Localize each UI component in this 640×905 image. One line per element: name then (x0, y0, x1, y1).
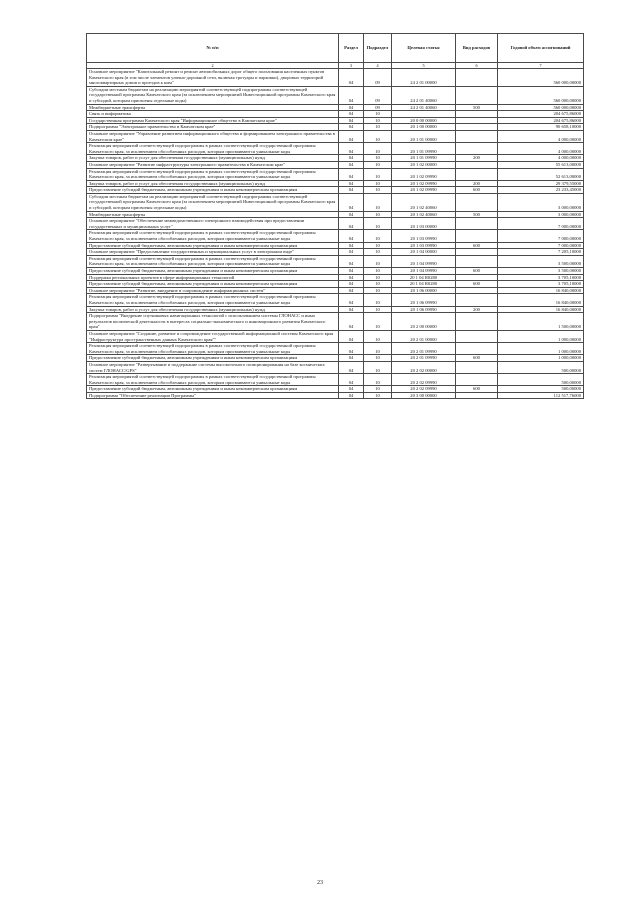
table-row (87, 268, 584, 275)
row-name-cell: Реализация мероприятий соответствующей подпрограммы в рамках соответствующей государственной программы Камчатского края, за исключением обособленных расходов, которым присваиваются уникальные коды (87, 343, 339, 355)
row-amount-cell: 204 675,86000 (498, 117, 584, 124)
row-section-cell: 04 (339, 180, 364, 187)
row-target-cell: 20 1 02 09990 (392, 187, 456, 194)
row-exptype-cell: 200 (456, 155, 498, 162)
table-row (87, 104, 584, 111)
row-name-cell: Реализация мероприятий соответствующей подпрограммы в рамках соответствующей государственной программы Камчатского края, за исключением обособленных расходов, которым присваиваются уникальные коды (87, 294, 339, 306)
row-section-cell: 04 (339, 69, 364, 87)
table-body (87, 69, 584, 399)
row-name-cell: Предоставление субсидий бюджетным, автономным учреждениям и иным некоммерческим организациям (87, 355, 339, 362)
row-subsection-cell: 10 (364, 294, 392, 306)
row-section-cell: 04 (339, 374, 364, 386)
header-annual-amount: Годовой объем ассигнований (498, 34, 584, 63)
column-number: 5 (392, 63, 456, 69)
row-exptype-cell (456, 343, 498, 355)
row-section-cell: 04 (339, 211, 364, 218)
header-name: № п/п (87, 34, 339, 63)
row-target-cell: 20 1 03 09990 (392, 230, 456, 242)
table-row (87, 143, 584, 155)
row-exptype-cell (456, 249, 498, 256)
row-section-cell: 04 (339, 287, 364, 294)
row-section-cell: 04 (339, 161, 364, 168)
row-section-cell: 04 (339, 249, 364, 256)
row-exptype-cell: 600 (456, 355, 498, 362)
table-row (87, 392, 584, 399)
row-section-cell: 04 (339, 168, 364, 180)
row-target-cell: 20 1 02 09990 (392, 180, 456, 187)
column-number: 4 (364, 63, 392, 69)
row-subsection-cell: 10 (364, 330, 392, 342)
row-subsection-cell: 09 (364, 104, 392, 111)
row-amount-cell: 90 658,10000 (498, 124, 584, 131)
row-section-cell: 04 (339, 313, 364, 331)
row-target-cell: 20 1 02 40060 (392, 211, 456, 218)
row-name-cell: Основное мероприятие "Развитие инфраструктуры электронного правительства в Камчатском крае" (87, 161, 339, 168)
row-subsection-cell: 09 (364, 86, 392, 104)
row-section-cell: 04 (339, 117, 364, 124)
row-target-cell: 20 2 01 09990 (392, 343, 456, 355)
row-exptype-cell (456, 130, 498, 142)
row-exptype-cell (456, 124, 498, 131)
row-amount-cell: 16 840,00000 (498, 294, 584, 306)
row-exptype-cell (456, 117, 498, 124)
row-exptype-cell (456, 143, 498, 155)
row-section-cell: 04 (339, 111, 364, 118)
row-amount-cell: 560 000,00000 (498, 104, 584, 111)
row-name-cell: Реализация мероприятий соответствующей подпрограммы в рамках соответствующей государственной программы Камчатского края, за исключением обособленных расходов, которым присваиваются уникальные коды (87, 143, 339, 155)
row-name-cell: Подпрограмма "Электронное правительство в Камчатском крае" (87, 124, 339, 131)
table-row (87, 111, 584, 118)
row-subsection-cell: 10 (364, 111, 392, 118)
row-subsection-cell: 10 (364, 374, 392, 386)
row-subsection-cell: 10 (364, 287, 392, 294)
row-section-cell: 04 (339, 274, 364, 281)
row-name-cell: Реализация мероприятий соответствующей подпрограммы в рамках соответствующей государственной программы Камчатского края, за исключением обособленных расходов, которым присваиваются уникальные коды (87, 374, 339, 386)
row-target-cell: 20 1 06 09990 (392, 294, 456, 306)
row-subsection-cell: 10 (364, 355, 392, 362)
row-section-cell: 04 (339, 268, 364, 275)
row-section-cell: 04 (339, 330, 364, 342)
row-section-cell: 04 (339, 218, 364, 230)
row-section-cell: 04 (339, 306, 364, 313)
row-section-cell: 04 (339, 386, 364, 393)
row-amount-cell: 7 205,10000 (498, 249, 584, 256)
row-name-cell: Реализация мероприятий соответствующей подпрограммы в рамках соответствующей государственной программы Камчатского края, за исключением обособленных расходов, которым присваиваются уникальные коды (87, 168, 339, 180)
row-subsection-cell: 10 (364, 386, 392, 393)
row-section-cell: 04 (339, 155, 364, 162)
row-amount-cell: 4 000,00000 (498, 130, 584, 142)
row-target-cell (392, 111, 456, 118)
row-exptype-cell (456, 255, 498, 267)
row-amount-cell: 4 000,00000 (498, 155, 584, 162)
row-name-cell: Основное мероприятие "Обеспечение межведомственного электронного взаимодействия при предоставлении государственных и муниципальных услуг" (87, 218, 339, 230)
row-subsection-cell: 10 (364, 274, 392, 281)
row-name-cell: Межбюджетные трансферты (87, 104, 339, 111)
row-name-cell: Подпрограмма "Обеспечение реализации Программы" (87, 392, 339, 399)
column-number: 3 (339, 63, 364, 69)
row-amount-cell: 1 000,00000 (498, 343, 584, 355)
table-row (87, 117, 584, 124)
row-amount-cell: 7 000,00000 (498, 242, 584, 249)
row-exptype-cell: 200 (456, 306, 498, 313)
row-target-cell: 24 2 01 00000 (392, 69, 456, 87)
row-section-cell: 04 (339, 104, 364, 111)
row-exptype-cell (456, 230, 498, 242)
row-exptype-cell (456, 361, 498, 373)
row-amount-cell: 16 840,00000 (498, 287, 584, 294)
row-name-cell: Закупка товаров, работ и услуг для обеспечения государственных (муниципальных) нужд (87, 180, 339, 187)
table-header-row (87, 34, 584, 63)
row-amount-cell: 3 500,00000 (498, 268, 584, 275)
row-name-cell: Реализация мероприятий соответствующей подпрограммы в рамках соответствующей государственной программы Камчатского края, за исключением обособленных расходов, которым присваиваются уникальные коды (87, 230, 339, 242)
row-section-cell: 04 (339, 355, 364, 362)
row-name-cell: Реализация мероприятий соответствующей подпрограммы в рамках соответствующей государственной программы Камчатского края, за исключением обособленных расходов, которым присваиваются уникальные коды (87, 255, 339, 267)
row-subsection-cell: 10 (364, 249, 392, 256)
row-subsection-cell: 10 (364, 211, 392, 218)
row-section-cell: 04 (339, 124, 364, 131)
row-section-cell: 04 (339, 281, 364, 288)
row-name-cell: Закупка товаров, работ и услуг для обеспечения государственных (муниципальных) нужд (87, 306, 339, 313)
row-subsection-cell: 10 (364, 180, 392, 187)
row-subsection-cell: 10 (364, 130, 392, 142)
row-name-cell: Основное мероприятие "Капитальный ремонт и ремонт автомобильных дорог общего пользования населенных пунктов Камчатского края (в том числе элементов улично-дорожной сети, включая тротуары и парковки), дворовых территорий многоквартирных домов и проездов к ним" (87, 69, 339, 87)
row-amount-cell: 500,00000 (498, 361, 584, 373)
row-amount-cell: 3 000,00000 (498, 211, 584, 218)
table-row (87, 386, 584, 393)
row-amount-cell: 500,00000 (498, 374, 584, 386)
table-row (87, 86, 584, 104)
row-exptype-cell (456, 313, 498, 331)
row-amount-cell: 29 379,55000 (498, 180, 584, 187)
table-row (87, 343, 584, 355)
row-subsection-cell: 10 (364, 155, 392, 162)
row-target-cell: 20 1 04 09990 (392, 255, 456, 267)
header-expense-type: Вид расходов (456, 34, 498, 63)
table-row (87, 124, 584, 131)
row-target-cell: 20 1 02 09990 (392, 168, 456, 180)
row-target-cell: 20 2 02 09990 (392, 386, 456, 393)
row-section-cell: 04 (339, 193, 364, 211)
header-section: Раздел (339, 34, 364, 63)
row-subsection-cell: 10 (364, 255, 392, 267)
row-section-cell: 04 (339, 242, 364, 249)
row-amount-cell: 52 613,00000 (498, 168, 584, 180)
row-subsection-cell: 10 (364, 392, 392, 399)
row-amount-cell: 1 000,00000 (498, 330, 584, 342)
row-target-cell: 20 1 01 09990 (392, 143, 456, 155)
row-name-cell: Предоставление субсидий бюджетным, автономным учреждениям и иным некоммерческим организациям (87, 242, 339, 249)
row-section-cell: 04 (339, 343, 364, 355)
row-name-cell: Государственная программа Камчатского края "Информационное общество в Камчатском крае" (87, 117, 339, 124)
table-row (87, 180, 584, 187)
row-amount-cell: 3 705,10000 (498, 274, 584, 281)
row-subsection-cell: 10 (364, 313, 392, 331)
row-target-cell: 20 1 01 09990 (392, 155, 456, 162)
row-name-cell: Подпрограмма "Внедрение спутниковых навигационных технологий с использованием системы ГЛОНАСС и иных результатов космической деятельности в интересах социально-экономического и инновационного развития Камчатского края" (87, 313, 339, 331)
row-target-cell: 20 1 03 00000 (392, 218, 456, 230)
table-row (87, 294, 584, 306)
row-exptype-cell (456, 392, 498, 399)
header-target-article: Целевая статья (392, 34, 456, 63)
row-name-cell: Предоставление субсидий бюджетным, автономным учреждениям и иным некоммерческим организациям (87, 281, 339, 288)
row-amount-cell: 500,00000 (498, 386, 584, 393)
table-row (87, 230, 584, 242)
row-exptype-cell (456, 330, 498, 342)
row-target-cell: 20 2 01 00000 (392, 330, 456, 342)
row-amount-cell: 3 500,00000 (498, 255, 584, 267)
row-target-cell: 20 1 06 00000 (392, 287, 456, 294)
table-row (87, 374, 584, 386)
row-target-cell: 20 1 04 00000 (392, 249, 456, 256)
row-name-cell: Закупка товаров, работ и услуг для обеспечения государственных (муниципальных) нужд (87, 155, 339, 162)
row-exptype-cell (456, 274, 498, 281)
row-name-cell: Предоставление субсидий бюджетным, автономным учреждениям и иным некоммерческим организациям (87, 268, 339, 275)
table-row (87, 69, 584, 87)
row-amount-cell: 560 000,00000 (498, 69, 584, 87)
row-section-cell: 04 (339, 187, 364, 194)
row-target-cell: 20 1 02 00000 (392, 161, 456, 168)
row-subsection-cell: 10 (364, 361, 392, 373)
row-target-cell: 20 2 02 09990 (392, 374, 456, 386)
row-target-cell: 20 1 04 R0280 (392, 281, 456, 288)
row-target-cell: 20 1 03 09990 (392, 242, 456, 249)
row-exptype-cell (456, 374, 498, 386)
row-subsection-cell: 10 (364, 306, 392, 313)
row-section-cell: 04 (339, 130, 364, 142)
row-exptype-cell: 600 (456, 386, 498, 393)
row-exptype-cell (456, 218, 498, 230)
row-exptype-cell: 600 (456, 268, 498, 275)
page-number: 23 (317, 880, 323, 886)
row-target-cell: 20 1 01 00000 (392, 130, 456, 142)
row-section-cell: 04 (339, 294, 364, 306)
row-name-cell: Связь и информатика (87, 111, 339, 118)
row-subsection-cell: 10 (364, 343, 392, 355)
row-exptype-cell (456, 161, 498, 168)
row-subsection-cell: 10 (364, 242, 392, 249)
row-exptype-cell (456, 168, 498, 180)
row-name-cell: Субсидии местным бюджетам на реализацию мероприятий соответствующей подпрограммы соответствующей государственной программы Камчатского края (за исключением мероприятий Инвестиционной программы Камчатского края и субсидий, которым присвоены отдельные коды) (87, 86, 339, 104)
row-amount-cell: 7 000,00000 (498, 218, 584, 230)
row-amount-cell: 7 000,00000 (498, 230, 584, 242)
row-target-cell: 20 3 00 00000 (392, 392, 456, 399)
budget-table (86, 33, 584, 399)
row-section-cell: 04 (339, 255, 364, 267)
row-target-cell: 20 1 00 00000 (392, 124, 456, 131)
column-number: 6 (456, 63, 498, 69)
table-row (87, 274, 584, 281)
table-row (87, 161, 584, 168)
row-amount-cell: 560 000,00000 (498, 86, 584, 104)
row-exptype-cell: 600 (456, 187, 498, 194)
row-subsection-cell: 10 (364, 187, 392, 194)
row-section-cell: 04 (339, 86, 364, 104)
table-row (87, 287, 584, 294)
column-number: 7 (498, 63, 584, 69)
row-subsection-cell: 10 (364, 230, 392, 242)
row-subsection-cell: 10 (364, 168, 392, 180)
row-target-cell: 20 0 00 00000 (392, 117, 456, 124)
row-target-cell: 20 2 02 00000 (392, 361, 456, 373)
row-exptype-cell: 200 (456, 180, 498, 187)
row-amount-cell: 4 000,00000 (498, 143, 584, 155)
row-subsection-cell: 10 (364, 268, 392, 275)
table-row (87, 187, 584, 194)
row-amount-cell: 1 000,00000 (498, 355, 584, 362)
row-target-cell: 20 1 06 09990 (392, 306, 456, 313)
row-target-cell: 20 1 04 R0280 (392, 274, 456, 281)
table-row (87, 130, 584, 142)
table-row (87, 218, 584, 230)
row-name-cell: Поддержка региональных проектов в сфере информационных технологий (87, 274, 339, 281)
row-exptype-cell (456, 86, 498, 104)
row-amount-cell: 204 675,86000 (498, 111, 584, 118)
row-exptype-cell: 600 (456, 281, 498, 288)
row-name-cell: Основное мероприятие "Развертывание и поддержание системы высокоточного позиционирования на базе космических систем ГЛОНАСС/GPS" (87, 361, 339, 373)
table-row (87, 242, 584, 249)
table-row (87, 249, 584, 256)
row-exptype-cell (456, 287, 498, 294)
table-row (87, 361, 584, 373)
row-name-cell: Основное мероприятие "Создание, развитие и сопровождение государственной информационной системы Камчатского края "Инфраструктура пространственных данных Камчатского края"" (87, 330, 339, 342)
row-subsection-cell: 09 (364, 69, 392, 87)
row-subsection-cell: 10 (364, 124, 392, 131)
header-subsection: Подраздел (364, 34, 392, 63)
table-row (87, 211, 584, 218)
row-amount-cell: 3 705,10000 (498, 281, 584, 288)
row-amount-cell: 23 233,45000 (498, 187, 584, 194)
row-exptype-cell: 600 (456, 242, 498, 249)
row-exptype-cell (456, 193, 498, 211)
table-row (87, 168, 584, 180)
row-name-cell: Основное мероприятие "Развитие, внедрение и сопровождение информационных систем" (87, 287, 339, 294)
table-row (87, 355, 584, 362)
row-exptype-cell: 500 (456, 211, 498, 218)
row-target-cell: 20 2 01 09990 (392, 355, 456, 362)
row-section-cell: 04 (339, 143, 364, 155)
row-name-cell: Предоставление субсидий бюджетным, автономным учреждениям и иным некоммерческим организациям (87, 187, 339, 194)
row-exptype-cell: 500 (456, 104, 498, 111)
row-target-cell: 20 1 04 09990 (392, 268, 456, 275)
row-amount-cell: 16 840,00000 (498, 306, 584, 313)
row-subsection-cell: 10 (364, 161, 392, 168)
row-subsection-cell: 10 (364, 218, 392, 230)
table-row (87, 313, 584, 331)
row-amount-cell: 1 500,00000 (498, 313, 584, 331)
row-amount-cell: 3 000,00000 (498, 193, 584, 211)
row-target-cell: 24 2 01 40060 (392, 104, 456, 111)
row-name-cell: Предоставление субсидий бюджетным, автономным учреждениям и иным некоммерческим организациям (87, 386, 339, 393)
table-row (87, 155, 584, 162)
column-number: 2 (87, 63, 339, 69)
row-name-cell: Основное мероприятие "Предоставление государственных и муниципальных услуг в электронном виде" (87, 249, 339, 256)
table-row (87, 255, 584, 267)
row-target-cell: 20 2 00 00000 (392, 313, 456, 331)
row-subsection-cell: 10 (364, 193, 392, 211)
row-subsection-cell: 10 (364, 281, 392, 288)
table-row (87, 281, 584, 288)
row-section-cell: 04 (339, 361, 364, 373)
row-exptype-cell (456, 294, 498, 306)
table-row (87, 193, 584, 211)
row-amount-cell: 55 613,00000 (498, 161, 584, 168)
row-subsection-cell: 10 (364, 117, 392, 124)
row-target-cell: 20 1 02 40060 (392, 193, 456, 211)
row-name-cell: Межбюджетные трансферты (87, 211, 339, 218)
table-row (87, 330, 584, 342)
row-amount-cell: 112 517,76000 (498, 392, 584, 399)
row-name-cell: Субсидии местным бюджетам на реализацию мероприятий соответствующей подпрограммы соответствующей государственной программы Камчатского края (за исключением мероприятий Инвестиционной программы Камчатского края и субсидий, которым присвоены отдельные коды) (87, 193, 339, 211)
table-row (87, 306, 584, 313)
row-exptype-cell (456, 111, 498, 118)
row-name-cell: Основное мероприятие "Управление развитием информационного общества и формированием электронного правительства в Камчатском крае" (87, 130, 339, 142)
row-subsection-cell: 10 (364, 143, 392, 155)
row-exptype-cell (456, 69, 498, 87)
row-section-cell: 04 (339, 392, 364, 399)
row-section-cell: 04 (339, 230, 364, 242)
row-target-cell: 24 2 01 40060 (392, 86, 456, 104)
